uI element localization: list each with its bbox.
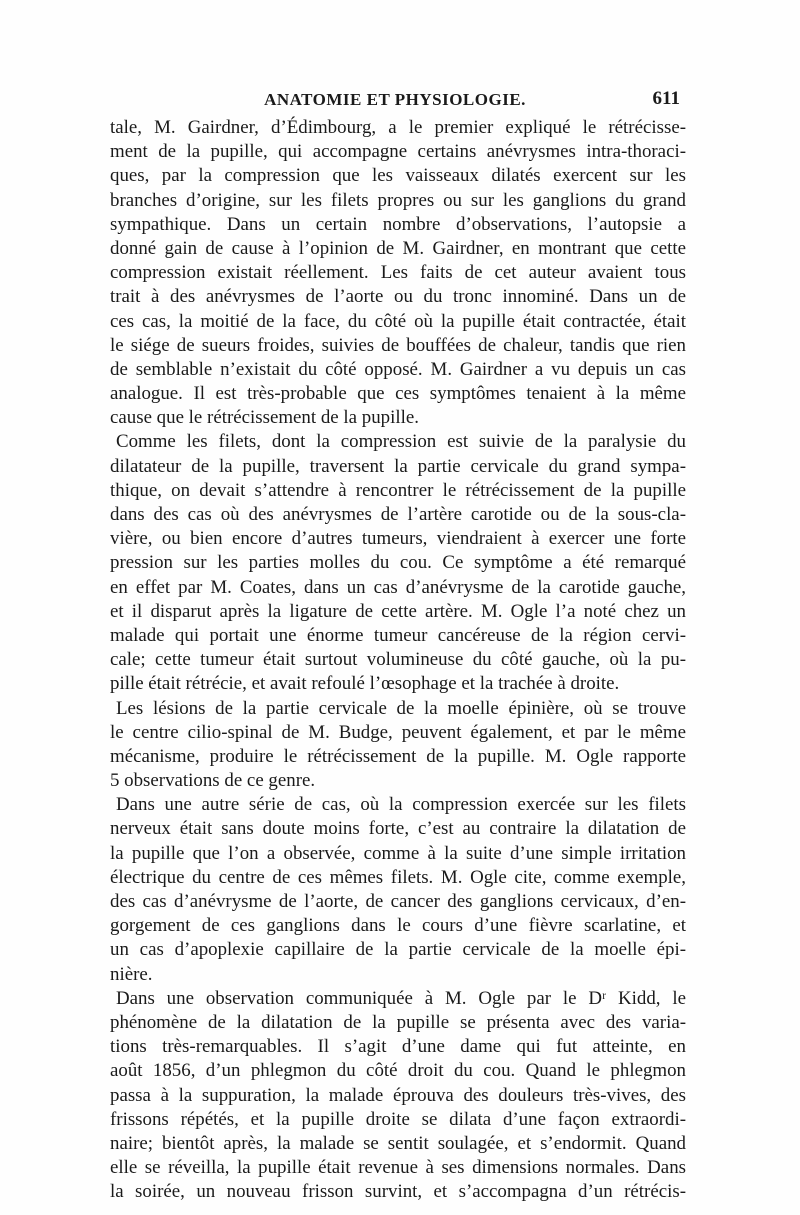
- paragraph: [110, 430, 686, 696]
- text-line: nière.: [110, 963, 153, 985]
- text-line: thique, on devait s’attendre à rencontrer le rétrécissement de la pupille: [110, 479, 686, 501]
- text-line: la pupille que l’on a observée, comme à la suite d’une simple irritation: [110, 842, 686, 864]
- text-line: branches d’origine, sur les filets propres ou sur les ganglions du grand: [110, 189, 686, 211]
- text-line: nerveux était sans doute moins forte, c’est au contraire la dilatation de: [110, 818, 686, 840]
- text-line: trait à des anévrysmes de l’aorte ou du tronc innominé. Dans un de: [110, 286, 686, 308]
- paragraph: [110, 697, 686, 794]
- page-number: 611: [652, 88, 680, 109]
- text-line: tions très-remarquables. Il s’agit d’une dame qui fut atteinte, en: [110, 1036, 686, 1058]
- text-line: Dans une autre série de cas, où la compression exercée sur les filets: [116, 794, 686, 816]
- text-line: tale, M. Gairdner, d’Édimbourg, a le premier expliqué le rétrécisse-: [110, 117, 686, 138]
- text-line: analogue. Il est très-probable que ces symptômes tenaient à la même: [110, 383, 686, 405]
- text-line: vière, ou bien encore d’autres tumeurs, viendraient à exercer une forte: [110, 528, 686, 550]
- text-line: des cas d’anévrysme de l’aorte, de cancer des ganglions cervicaux, d’en-: [110, 891, 686, 912]
- text-line: mécanisme, produire le rétrécissement de la pupille. M. Ogle rapporte: [110, 745, 686, 767]
- text-line: donné gain de cause à l’opinion de M. Gairdner, en montrant que cette: [110, 237, 686, 259]
- text-line: 5 observations de ce genre.: [110, 770, 316, 792]
- text-line: dans des cas où des anévrysmes de l’artère carotide ou de la sous-cla-: [110, 504, 686, 525]
- text-line: sympathique. Dans un certain nombre d’observations, l’autopsie a: [110, 213, 686, 235]
- text-line: en effet par M. Coates, dans un cas d’anévrysme de la carotide gauche,: [110, 576, 686, 598]
- text-line: frissons répétés, et la pupille droite se dilata d’une façon extraordi-: [110, 1108, 686, 1130]
- text-line: Dans une observation communiquée à M. Ogle par le Dʳ Kidd, le: [116, 987, 686, 1009]
- text-line: elle se réveilla, la pupille était revenue à ses dimensions normales. Dans: [110, 1157, 686, 1179]
- text-line: de semblable n’existait du côté opposé. M. Gairdner a vu depuis un cas: [110, 358, 686, 380]
- text-line: un cas d’apoplexie capillaire de la partie cervicale de la moelle épi-: [110, 939, 686, 961]
- text-line: Comme les filets, dont la compression est suivie de la paralysie du: [116, 431, 686, 453]
- paragraph: [110, 793, 686, 987]
- text-line: pille était rétrécie, et avait refoulé l’œsophage et la trachée à droite.: [110, 673, 620, 695]
- running-head: [110, 87, 680, 115]
- text-line: cale; cette tumeur était surtout volumineuse du côté gauche, où la pu-: [110, 649, 686, 671]
- text-line: naire; bientôt après, la malade se sentit soulagée, et s’endormit. Quand: [110, 1132, 686, 1154]
- text-line: et il disparut après la ligature de cette artère. M. Ogle l’a noté chez un: [110, 600, 686, 622]
- paragraph: [110, 116, 686, 430]
- text-line: Les lésions de la partie cervicale de la moelle épinière, où se trouve: [116, 697, 686, 719]
- text-line: pression sur les parties molles du cou. Ce symptôme a été remarqué: [110, 552, 686, 574]
- text-line: compression existait réellement. Les faits de cet auteur avaient tous: [110, 262, 686, 284]
- body-text: [110, 116, 686, 1204]
- text-line: le centre cilio-spinal de M. Budge, peuvent également, et par le même: [110, 721, 686, 743]
- text-line: ment de la pupille, qui accompagne certains anévrysmes intra-thoraci-: [110, 141, 686, 163]
- text-line: août 1856, d’un phlegmon du côté droit du cou. Quand le phlegmon: [110, 1060, 686, 1082]
- text-line: gorgement de ces ganglions dans le cours d’une fièvre scarlatine, et: [110, 915, 686, 937]
- text-line: le siége de sueurs froides, suivies de bouffées de chaleur, tandis que rien: [110, 334, 686, 356]
- text-line: ces cas, la moitié de la face, du côté où la pupille était contractée, était: [110, 310, 686, 332]
- text-line: phénomène de la dilatation de la pupille se présenta avec des varia-: [110, 1011, 686, 1033]
- running-title: ANATOMIE ET PHYSIOLOGIE.: [264, 90, 526, 109]
- text-line: dilatateur de la pupille, traversent la partie cervicale du grand sympa-: [110, 455, 686, 477]
- text-line: la soirée, un nouveau frisson survint, et s’accompagna d’un rétrécis-: [110, 1181, 686, 1203]
- text-line: cause que le rétrécissement de la pupille.: [110, 407, 419, 429]
- text-line: passa à la suppuration, la malade éprouva des douleurs très-vives, des: [110, 1084, 686, 1106]
- text-line: malade qui portait une énorme tumeur cancéreuse de la région cervi-: [110, 624, 686, 646]
- paragraph: [110, 987, 686, 1205]
- text-line: électrique du centre de ces mêmes filets. M. Ogle cite, comme exemple,: [110, 866, 686, 888]
- text-line: ques, par la compression que les vaisseaux dilatés exercent sur les: [110, 165, 686, 187]
